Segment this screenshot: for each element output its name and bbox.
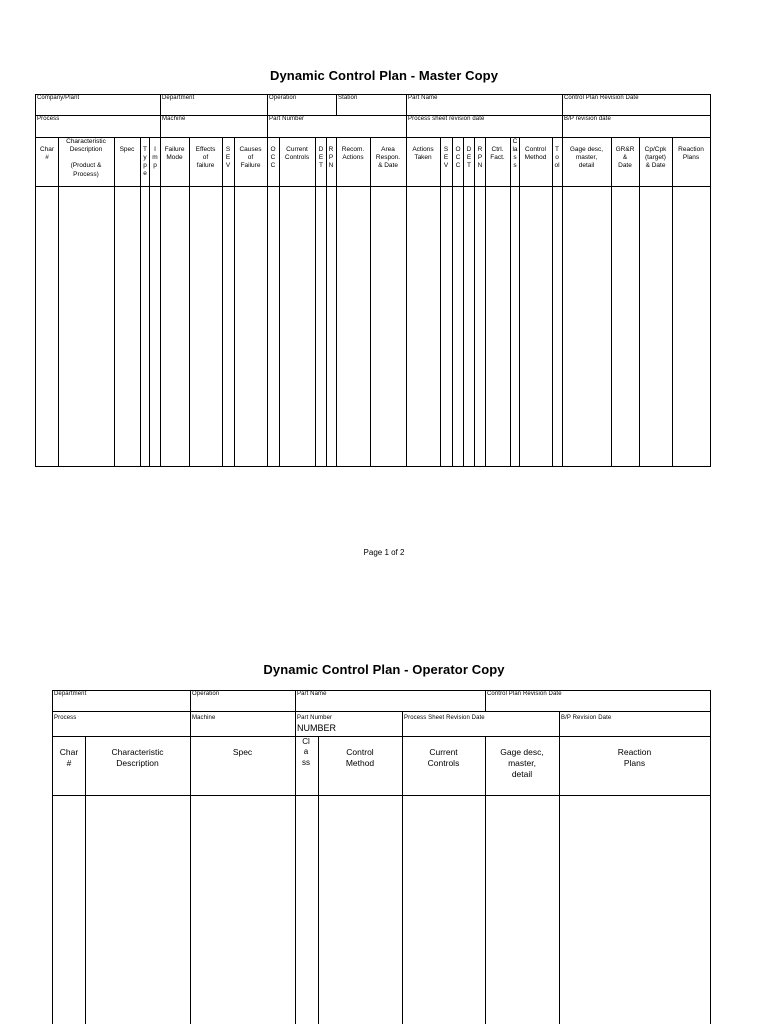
col-class: Class [512, 138, 518, 169]
op-col-control-method: Control Method [345, 747, 375, 769]
col-type: Type [143, 146, 147, 177]
op-process-label: Process [54, 715, 77, 721]
col-gage-desc: Gage desc, master, detail [569, 146, 604, 170]
col-recom-actions: Recom. Actions [341, 146, 365, 162]
op-bp-revision-date-label: B/P Revision Date [561, 715, 612, 721]
op-col-characteristic-description: Characteristic Description [111, 747, 164, 769]
op-col-current-controls: Current Controls [427, 747, 460, 769]
col-rpn: RPN [328, 146, 334, 169]
op-col-char-number: Char # [59, 747, 79, 769]
col-grr-date: GR&R & Date [615, 146, 635, 170]
part-name-label: Part Name [408, 95, 438, 101]
col-det-2: DET [466, 146, 472, 169]
col-failure-mode: Failure Mode [164, 146, 185, 162]
op-part-number-label: Part Number [297, 715, 333, 721]
master-copy-title: Dynamic Control Plan - Master Copy [269, 68, 499, 83]
col-imp: Imp [152, 146, 158, 169]
page-number: Page 1 of 2 [363, 548, 405, 557]
col-occ-2: OCC [455, 146, 461, 169]
department-label: Department [162, 95, 195, 101]
op-col-class: Class [302, 737, 310, 767]
process-sheet-revision-date-label: Process sheet revision date [408, 116, 485, 122]
col-causes-of-failure: Causes of Failure [239, 146, 262, 170]
control-plan-revision-date-label: Control Plan Revision Date [564, 95, 639, 101]
operation-label: Operation [269, 95, 297, 101]
col-occ: OCC [270, 146, 276, 169]
station-label: Station [338, 95, 358, 101]
col-reaction-plans: Reaction Plans [678, 146, 704, 162]
col-sev: SEV [225, 146, 231, 169]
col-characteristic-description: Characteristic Description (Product & Process) [66, 138, 106, 178]
col-cp-cpk: Cp/Cpk (target) & Date [644, 146, 667, 170]
bp-revision-date-label: B/P revision date [564, 116, 611, 122]
col-spec: Spec [119, 146, 135, 153]
op-process-sheet-revision-date-label: Process Sheet Revision Date [404, 715, 485, 721]
col-rpn-2: RPN [477, 146, 483, 169]
op-operation-label: Operation [192, 691, 220, 697]
col-control-method: Control Method [524, 146, 547, 162]
col-ctrl-fact: Ctrl. Fact. [490, 146, 505, 162]
col-det: DET [318, 146, 324, 169]
part-number-label: Part Number [269, 116, 305, 122]
process-label: Process [37, 116, 60, 122]
operator-copy-title: Dynamic Control Plan - Operator Copy [263, 662, 505, 677]
op-machine-label: Machine [192, 715, 216, 721]
col-tool: Tool [554, 146, 560, 169]
op-col-gage-desc: Gage desc, master, detail [500, 747, 544, 780]
col-effects-of-failure: Effects of failure [195, 146, 216, 170]
op-control-plan-revision-date-label: Control Plan Revision Date [487, 691, 562, 697]
op-department-label: Department [54, 691, 87, 697]
op-col-spec: Spec [232, 747, 253, 757]
col-actions-taken: Actions Taken [412, 146, 434, 162]
op-col-reaction-plans: Reaction Plans [617, 747, 652, 769]
op-part-name-label: Part Name [297, 691, 327, 697]
company-plant-label: Company/Plant [37, 95, 80, 101]
machine-label: Machine [162, 116, 186, 122]
op-part-number-value: NUMBER [297, 723, 337, 733]
col-current-controls: Current Controls [284, 146, 310, 162]
col-sev-2: SEV [443, 146, 449, 169]
col-area-respon-date: Area Respon. & Date [375, 146, 401, 170]
col-char-number: Char # [39, 146, 55, 162]
